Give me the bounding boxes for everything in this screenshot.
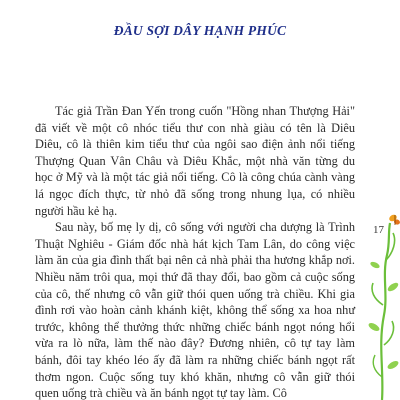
page-number: 17 — [373, 224, 384, 236]
vine-decoration-icon — [360, 205, 400, 400]
paragraph-2: Sau này, bố mẹ ly dị, cô sống với người cha dượng là Trình Thuật Nghiêu - Giám đốc nhà hát kịch Tam Lân, do công việc làm ăn của gia đình thất bại nên cả nhà phải tha hương khắp nơi. Nhiều năm trôi qua, mọi thứ đã thay đổi, bao gồm cả cuộc sống của cô, thế nhưng cô vẫn giữ thói quen uống trà chiều. Khi gia đình rơi vào hoàn cảnh khánh kiệt, không thể sống xa hoa như trước, không thể thưởng thức những chiếc bánh ngọt nóng hổi vừa ra lò nữa, làm thế nào đây? Đương nhiên, cô tự tay làm bánh, đôi tay khéo léo ấy đã làm ra những chiếc bánh ngọt rất thơm ngon. Cuộc sống tuy khó khăn, nhưng cô vẫn giữ thói quen uống trà chiều và ăn bánh ngọt tự tay làm. Cô — [35, 220, 355, 400]
body-text — [35, 103, 355, 400]
page-title: ĐẦU SỢI DÂY HẠNH PHÚC — [113, 23, 287, 38]
paragraph-1: Tác giả Trần Đan Yến trong cuốn "Hồng nhan Thượng Hải" đã viết về một cô nhóc tiểu thư con nhà giàu có tên là Diêu Diêu, cô là thiên kim tiểu thư của ngôi sao điện ảnh nổi tiếng Thượng Quan Vân Châu và Diêu Khắc, một nhà văn từng du học ở Mỹ và là một tác giả nổi tiếng. Cô là công chúa cành vàng lá ngọc đích thực, từ nhỏ đã sống trong nhung lụa, có nhiều người hầu kẻ hạ. — [35, 104, 355, 218]
